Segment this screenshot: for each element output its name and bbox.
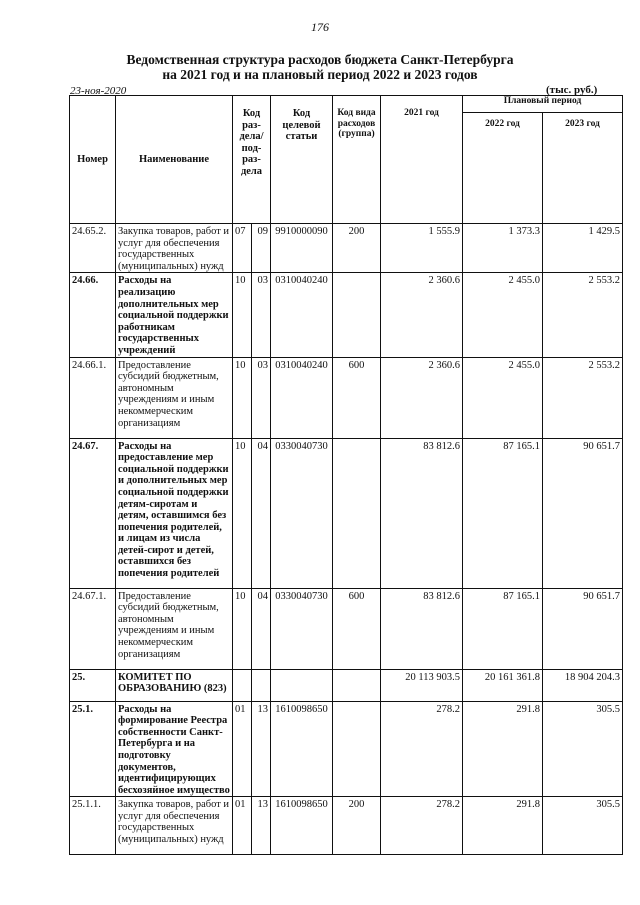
row-kind: 200: [333, 797, 381, 855]
row-number: 25.1.: [70, 701, 116, 797]
row-value-2021: 1 555.9: [381, 224, 463, 273]
units-label: (тыс. руб.): [546, 84, 598, 96]
row-kind: 600: [333, 588, 381, 669]
row-razdel: 10: [233, 438, 252, 588]
row-number: 24.67.: [70, 438, 116, 588]
row-target: 1610098650: [271, 701, 333, 797]
table-row: [70, 357, 623, 438]
row-value-2023: 18 904 204.3: [543, 669, 623, 701]
row-name: Закупка товаров, работ и услуг для обеспечения государственных (муниципальных) нужд: [116, 224, 233, 273]
row-podrazdel: 13: [252, 797, 271, 855]
table-row: [70, 273, 623, 357]
row-name: Расходы на реализацию дополнительных мер социальной поддержки работникам государственных учреждений: [116, 273, 233, 357]
row-razdel: 01: [233, 797, 252, 855]
row-target: 0310040240: [271, 357, 333, 438]
row-number: 24.66.: [70, 273, 116, 357]
row-value-2022: 2 455.0: [463, 357, 543, 438]
header-section: Код раз-дела/ под-раз-дела: [233, 96, 271, 224]
row-value-2021: 2 360.6: [381, 357, 463, 438]
row-value-2021: 278.2: [381, 797, 463, 855]
row-podrazdel: 03: [252, 273, 271, 357]
page-number: 176: [311, 20, 329, 34]
row-podrazdel: 13: [252, 701, 271, 797]
document-title: [0, 52, 640, 82]
row-kind: [333, 669, 381, 701]
row-kind: 200: [333, 224, 381, 273]
row-target: 0330040730: [271, 588, 333, 669]
row-kind: 600: [333, 357, 381, 438]
row-number: 24.66.1.: [70, 357, 116, 438]
row-name: Расходы на формирование Реестра собственности Санкт-Петербурга и на подготовку документов, идентифицирующих бесхозяйное имущество: [116, 701, 233, 797]
row-name: Предоставление субсидий бюджетным, автономным учреждениям и иным некоммерческим организациям: [116, 588, 233, 669]
header-planned: Плановый период: [463, 96, 623, 113]
row-target: [271, 669, 333, 701]
row-target: 0310040240: [271, 273, 333, 357]
table-row: [70, 224, 623, 273]
row-value-2021: 2 360.6: [381, 273, 463, 357]
table-row: [70, 669, 623, 701]
row-value-2022: 291.8: [463, 797, 543, 855]
table-row: [70, 588, 623, 669]
row-podrazdel: 04: [252, 588, 271, 669]
header-target: Код целевой статьи: [271, 96, 333, 224]
row-target: 9910000090: [271, 224, 333, 273]
header-kind: Код вида расходов (группа): [333, 96, 381, 224]
row-name: Закупка товаров, работ и услуг для обеспечения государственных (муниципальных) нужд: [116, 797, 233, 855]
row-razdel: 07: [233, 224, 252, 273]
row-razdel: [233, 669, 252, 701]
row-podrazdel: 09: [252, 224, 271, 273]
header-2023: 2023 год: [543, 113, 623, 224]
title-line-2: на 2021 год и на плановый период 2022 и 2023 годов: [162, 67, 478, 82]
budget-table: [69, 95, 623, 855]
row-razdel: 10: [233, 357, 252, 438]
header-number: Номер: [70, 96, 116, 224]
table-row: [70, 438, 623, 588]
row-kind: [333, 701, 381, 797]
table-body: [70, 224, 623, 855]
row-value-2023: 305.5: [543, 797, 623, 855]
row-value-2022: 20 161 361.8: [463, 669, 543, 701]
header-2022: 2022 год: [463, 113, 543, 224]
row-value-2023: 2 553.2: [543, 357, 623, 438]
row-value-2023: 90 651.7: [543, 588, 623, 669]
table-row: [70, 797, 623, 855]
row-value-2023: 2 553.2: [543, 273, 623, 357]
row-value-2022: 291.8: [463, 701, 543, 797]
row-razdel: 01: [233, 701, 252, 797]
row-number: 25.: [70, 669, 116, 701]
row-name: Предоставление субсидий бюджетным, автономным учреждениям и иным некоммерческим организациям: [116, 357, 233, 438]
row-value-2022: 2 455.0: [463, 273, 543, 357]
row-value-2022: 1 373.3: [463, 224, 543, 273]
row-target: 1610098650: [271, 797, 333, 855]
row-value-2023: 305.5: [543, 701, 623, 797]
header-2021: 2021 год: [381, 96, 463, 224]
row-razdel: 10: [233, 588, 252, 669]
row-value-2022: 87 165.1: [463, 438, 543, 588]
row-number: 24.67.1.: [70, 588, 116, 669]
table-row: [70, 701, 623, 797]
title-line-1: Ведомственная структура расходов бюджета Санкт-Петербурга: [126, 52, 514, 67]
row-razdel: 10: [233, 273, 252, 357]
document-date: 23-ноя-2020: [70, 85, 127, 97]
row-podrazdel: [252, 669, 271, 701]
row-value-2023: 1 429.5: [543, 224, 623, 273]
row-value-2021: 83 812.6: [381, 438, 463, 588]
row-number: 24.65.2.: [70, 224, 116, 273]
row-name: Расходы на предоставление мер социальной поддержки и дополнительных мер социальной поддержки детям-сиротам и детям, оставшимся без попечения родителей, и лицам из числа детей-сирот и детей, оставшихся без попечения родителей: [116, 438, 233, 588]
row-value-2023: 90 651.7: [543, 438, 623, 588]
header-name: Наименование: [116, 96, 233, 224]
row-value-2021: 278.2: [381, 701, 463, 797]
row-value-2021: 20 113 903.5: [381, 669, 463, 701]
row-value-2021: 83 812.6: [381, 588, 463, 669]
row-podrazdel: 03: [252, 357, 271, 438]
row-name: КОМИТЕТ ПО ОБРАЗОВАНИЮ (823): [116, 669, 233, 701]
row-podrazdel: 04: [252, 438, 271, 588]
row-kind: [333, 273, 381, 357]
row-value-2022: 87 165.1: [463, 588, 543, 669]
row-target: 0330040730: [271, 438, 333, 588]
row-number: 25.1.1.: [70, 797, 116, 855]
row-kind: [333, 438, 381, 588]
